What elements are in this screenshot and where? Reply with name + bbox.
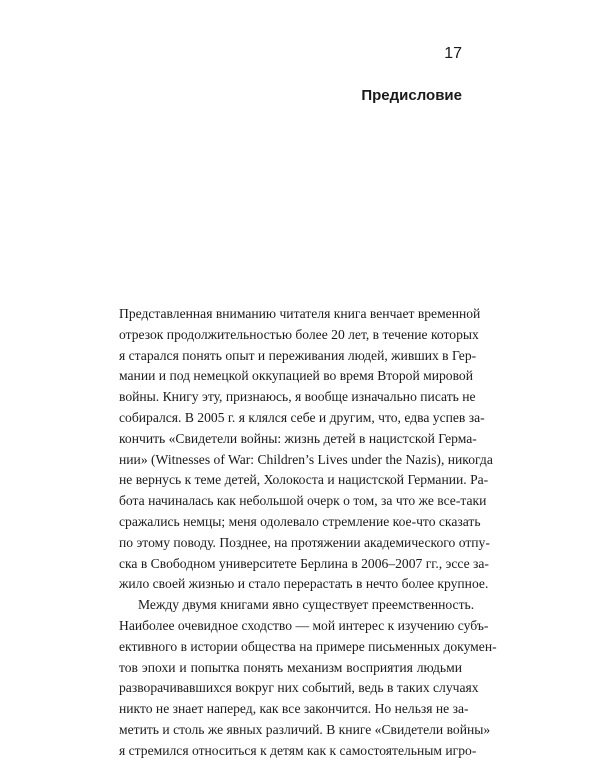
text-line: нии» (Witnesses of War: Children’s Lives under the Nazis), никогда bbox=[119, 451, 493, 467]
text-line: войны. Книгу эту, признаюсь, я вообще изначально писать не bbox=[119, 389, 476, 405]
text-line: не вернусь к теме детей, Холокоста и нацистской Германии. Ра- bbox=[119, 472, 489, 488]
text-line: ска в Свободном университете Берлина в 2006–2007 гг., эссе за- bbox=[119, 555, 489, 571]
paragraph bbox=[119, 595, 497, 761]
text-line: мании и под немецкой оккупацией во время Второй мировой bbox=[119, 368, 473, 384]
paragraph bbox=[119, 304, 493, 595]
text-line: я старался понять опыт и переживания людей, живших в Гер- bbox=[119, 347, 477, 363]
text-line: отрезок продолжительностью более 20 лет, в течение которых bbox=[119, 326, 479, 342]
text-line: Представленная вниманию читателя книга венчает временной bbox=[119, 306, 481, 321]
chapter-title: Предисловие bbox=[361, 87, 462, 104]
text-line: жило своей жизнью и стало перерастать в нечто более крупное. bbox=[119, 576, 489, 592]
text-line: кончить «Свидетели войны: жизнь детей в нацистской Герма- bbox=[119, 430, 477, 446]
text-line: ективного в истории общества на примере письменных докумен- bbox=[119, 638, 497, 654]
text-line: я стремился относиться к детям как к самостоятельным игро- bbox=[119, 742, 477, 758]
page-number: 17 bbox=[444, 45, 462, 62]
text-line: метить и столь же явных различий. В книге «Свидетели войны» bbox=[119, 721, 491, 737]
text-line: никто не знает наперед, как все закончится. Но нельзя не за- bbox=[119, 701, 469, 717]
text-line: сражались немцы; меня одолевало стремление кое-что сказать bbox=[119, 513, 481, 529]
text-line: бота начиналась как небольшой очерк о том, за что же все-таки bbox=[119, 493, 487, 509]
text-line: разворачивавшихся вокруг них событий, ведь в таких случаях bbox=[119, 680, 479, 696]
body-text bbox=[119, 304, 497, 762]
text-line: по этому поводу. Позднее, на протяжении академического отпу- bbox=[119, 534, 490, 550]
text-line: тов эпохи и попытка понять механизм восприятия людьми bbox=[119, 659, 462, 675]
text-line: Наиболее очевидное сходство — мой интерес к изучению субъ- bbox=[119, 617, 489, 633]
text-line: собирался. В 2005 г. я клялся себе и другим, что, едва успев за- bbox=[119, 409, 485, 425]
text-line: Между двумя книгами явно существует преемственность. bbox=[138, 597, 475, 613]
